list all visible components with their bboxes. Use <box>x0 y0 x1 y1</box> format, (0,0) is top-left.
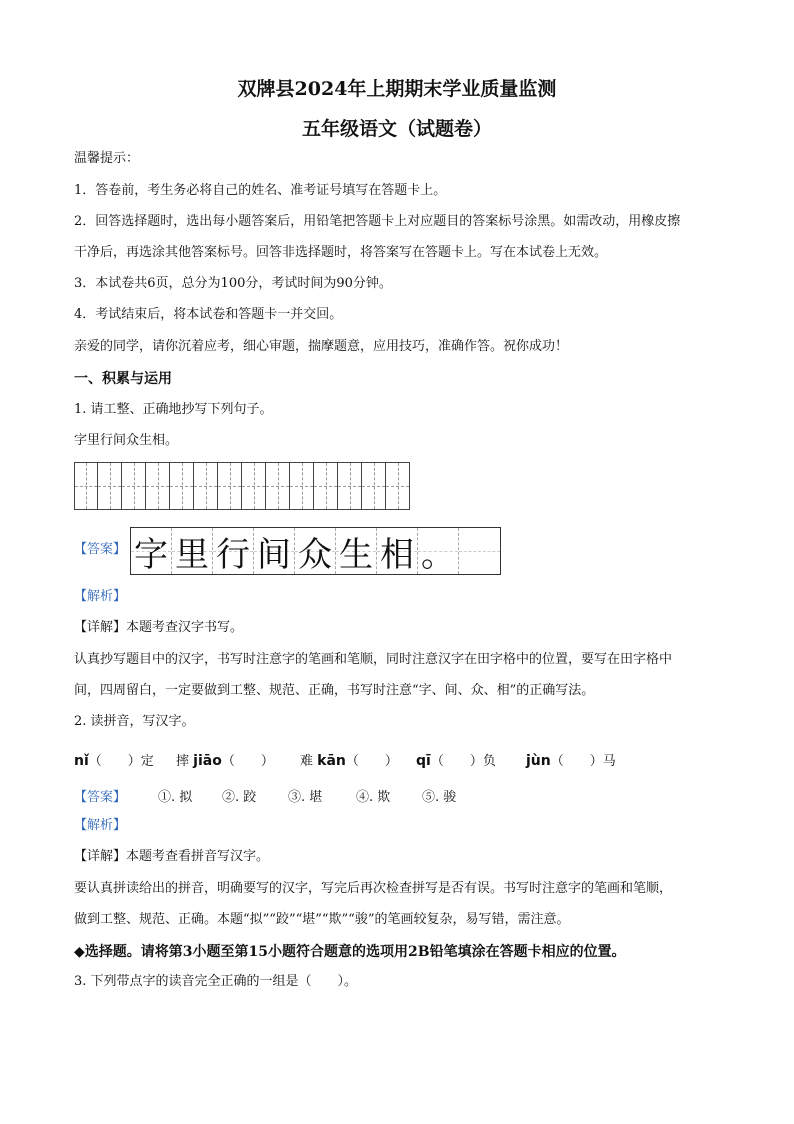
q1-analysis-tag: 【解析】 <box>74 589 127 604</box>
exam-title: 双牌县2024年上期期末学业质量监测 <box>237 78 557 100</box>
pinyin-item-5: jùn（ ）马 <box>526 753 616 769</box>
q2-analysis-tag: 【解析】 <box>74 818 127 833</box>
notice-item-2: 2．回答选择题时，选出每小题答案后，用铅笔把答题卡上对应题目的答案标号涂黑。如需改动，用橡皮擦 <box>74 214 681 229</box>
answer-char: 字 <box>131 528 172 574</box>
answer-char: 。 <box>418 528 459 574</box>
grid-cell <box>266 462 290 510</box>
q2-answer-4: ④. 欺 <box>356 790 391 805</box>
pinyin-item-3: 难 kān（ ） <box>300 753 398 769</box>
encourage-text: 亲爱的同学，请你沉着应考，细心审题，揣摩题意，应用技巧，准确作答。祝你成功！ <box>74 339 569 354</box>
q2-detail: 【详解】本题考查看拼音写汉字。 <box>74 849 270 864</box>
grid-cell <box>122 462 146 510</box>
answer-char: 众 <box>295 528 336 574</box>
grid-cell <box>74 462 98 510</box>
q2-answer-tag: 【答案】 <box>74 790 127 805</box>
notice-item-2-cont: 干净后，再选涂其他答案标号。回答非选择题时，将答案写在答题卡上。写在本试卷上无效。 <box>74 245 608 260</box>
q2-answer-5: ⑤. 骏 <box>422 790 457 805</box>
q1-explain-2: 间，四周留白，一定要做到工整、规范、正确，书写时注意“字、间、众、相”的正确写法。 <box>74 683 595 698</box>
grid-cell <box>290 462 314 510</box>
grid-cell <box>386 462 410 510</box>
q2-answer-3: ③. 堪 <box>288 790 323 805</box>
q1-answer-grid <box>130 527 501 575</box>
choice-section-heading: ◆选择题。请将第3小题至第15小题符合题意的选项用2B铅笔填涂在答题卡相应的位置。 <box>74 944 626 960</box>
q2-answer-2: ②. 跤 <box>222 790 257 805</box>
section1-heading: 一、积累与运用 <box>74 371 172 387</box>
answer-char: 里 <box>172 528 213 574</box>
notice-heading: 温馨提示： <box>74 151 140 166</box>
grid-cell <box>362 462 386 510</box>
notice-item-3: 3．本试卷共6页，总分为100分，考试时间为90分钟。 <box>74 276 392 291</box>
notice-item-4: 4．考试结束后，将本试卷和答题卡一并交回。 <box>74 307 343 322</box>
answer-char-empty <box>459 528 500 574</box>
exam-subtitle: 五年级语文（试题卷） <box>301 118 492 140</box>
pinyin-item-2: 摔 jiāo（ ） <box>176 753 274 769</box>
answer-char: 间 <box>254 528 295 574</box>
notice-item-1: 1．答卷前，考生务必将自己的姓名、准考证号填写在答题卡上。 <box>74 183 447 198</box>
q3-prompt: 3. 下列带点字的读音完全正确的一组是（ ）。 <box>74 974 358 989</box>
q2-answer-1: ①. 拟 <box>158 790 193 805</box>
grid-cell <box>242 462 266 510</box>
grid-cell <box>194 462 218 510</box>
answer-char: 相 <box>377 528 418 574</box>
q1-explain-1: 认真抄写题目中的汉字，书写时注意字的笔画和笔顺，同时注意汉字在田字格中的位置，要写在田字格中 <box>74 652 673 667</box>
q1-answer-tag: 【答案】 <box>74 542 127 557</box>
q2-explain-2: 做到工整、规范、正确。本题“拟”“跤”“堪”“欺”“骏”的笔画较复杂，易写错，需注意。 <box>74 912 570 927</box>
pinyin-item-1: nǐ（ ）定 <box>74 753 154 769</box>
grid-cell <box>218 462 242 510</box>
answer-char: 行 <box>213 528 254 574</box>
answer-char: 生 <box>336 528 377 574</box>
grid-cell <box>314 462 338 510</box>
grid-cell <box>338 462 362 510</box>
q2-explain-1: 要认真拼读给出的拼音，明确要写的汉字，写完后再次检查拼写是否有误。书写时注意字的笔画和笔顺， <box>74 881 673 896</box>
q2-prompt: 2. 读拼音，写汉字。 <box>74 714 195 729</box>
grid-cell <box>98 462 122 510</box>
grid-cell <box>170 462 194 510</box>
q1-detail: 【详解】本题考查汉字书写。 <box>74 620 244 635</box>
q1-sentence: 字里行间众生相。 <box>74 433 179 448</box>
tianzige-grid <box>74 462 410 510</box>
pinyin-item-4: qī（ ）负 <box>416 753 496 769</box>
q1-prompt: 1. 请工整、正确地抄写下列句子。 <box>74 402 273 417</box>
grid-cell <box>146 462 170 510</box>
